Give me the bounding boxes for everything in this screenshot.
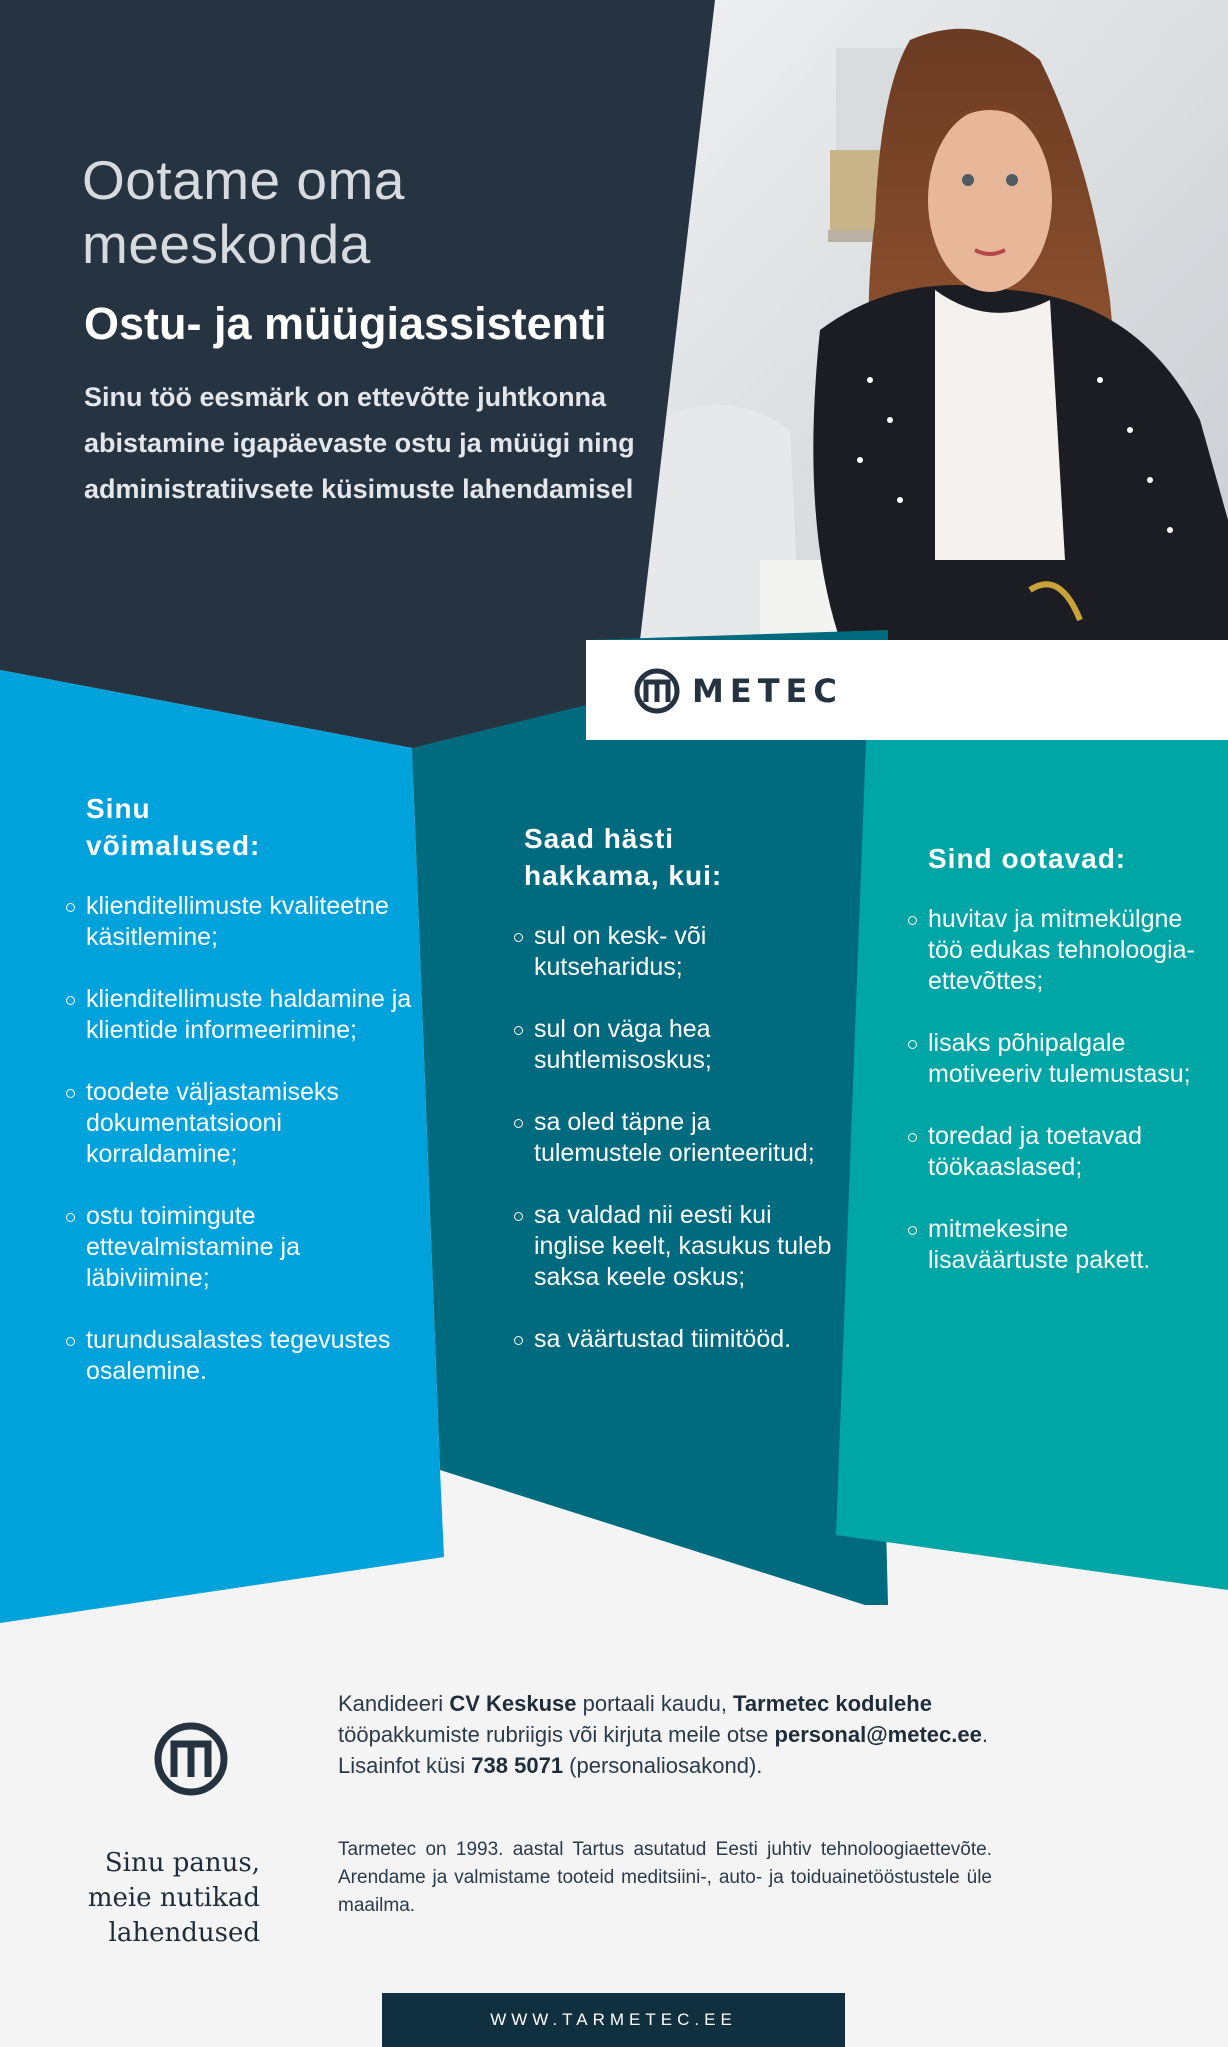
website-link[interactable]: WWW.TARMETEC.EE [490,2010,737,2029]
apply-instructions: Kandideeri CV Keskuse portaali kaudu, Tarmetec kodulehe tööpakkumiste rubriigis või kirjuta meile otse personal@metec.ee. Lisainfot küsi 738 5071 (personaliosakond). [338,1691,988,1778]
tarmetec-homepage-label: Tarmetec kodulehe [733,1691,932,1716]
list-item: sa oled täpne ja tulemustele orienteeritud; [512,1107,837,1169]
list-item: mitmekesine lisaväärtuste pakett. [906,1214,1206,1276]
list-item: toodete väljastamiseks dokumentatsiooni korraldamine; [64,1077,414,1170]
list-item: klienditellimuste haldamine ja klientide informeerimine; [64,984,414,1046]
list-item: klienditellimuste kvaliteetne käsitlemine; [64,891,414,953]
woman-photo [640,0,1228,640]
list-item: toredad ja toetavad töökaaslased; [906,1121,1206,1183]
metec-logo [634,668,843,714]
metec-m-logo-icon [154,1722,228,1796]
column-benefits [906,840,1206,1307]
list-item: ostu toimingute ettevalmistamine ja läbiviimine; [64,1201,414,1294]
column-heading: Sinu võimalused: [86,793,261,861]
intro-heading: Ootame oma meeskonda [82,149,405,275]
list-item: sul on kesk- või kutseharidus; [512,921,837,983]
column-opportunities [64,790,414,1418]
opportunities-list [64,891,414,1387]
company-about: Tarmetec on 1993. aastal Tartus asutatud Eesti juhtiv tehnoloogiaettevõte. Arendame ja valmistame tooteid meditsiini-, auto- ja toiduainetööstustele üle maailma. [338,1839,992,1916]
column-heading: Saad hästi hakkama, kui: [524,823,723,891]
tagline: Sinu panus, meie nutikad lahendused [87,1848,260,1948]
list-item: huvitav ja mitmekülgne töö edukas tehnoloogia-ettevõttes; [906,904,1206,997]
column-requirements [512,820,837,1386]
metec-m-logo-icon [634,668,680,714]
list-item: sul on väga hea suhtlemisoskus; [512,1014,837,1076]
list-item: sa valdad nii eesti kui inglise keelt, kasukus tuleb saksa keele oskus; [512,1200,837,1293]
cv-keskus-label: CV Keskuse [449,1691,577,1716]
logo-text: METEC [692,672,843,710]
list-item: sa väärtustad tiimitööd. [512,1324,837,1355]
phone-number: 738 5071 [471,1753,564,1778]
list-item: turundusalastes tegevustes osalemine. [64,1325,414,1387]
benefits-list [906,904,1206,1276]
requirements-list [512,921,837,1355]
email-address: personal@metec.ee [774,1722,982,1747]
list-item: lisaks põhipalgale motiveeriv tulemustasu; [906,1028,1206,1090]
job-title: Ostu- ja müügiassistenti [84,298,607,349]
job-description: Sinu töö eesmärk on ettevõtte juhtkonna abistamine igapäevaste ostu ja müügi ning administratiivsete küsimuste lahendamisel [84,382,635,504]
column-heading: Sind ootavad: [928,843,1127,874]
